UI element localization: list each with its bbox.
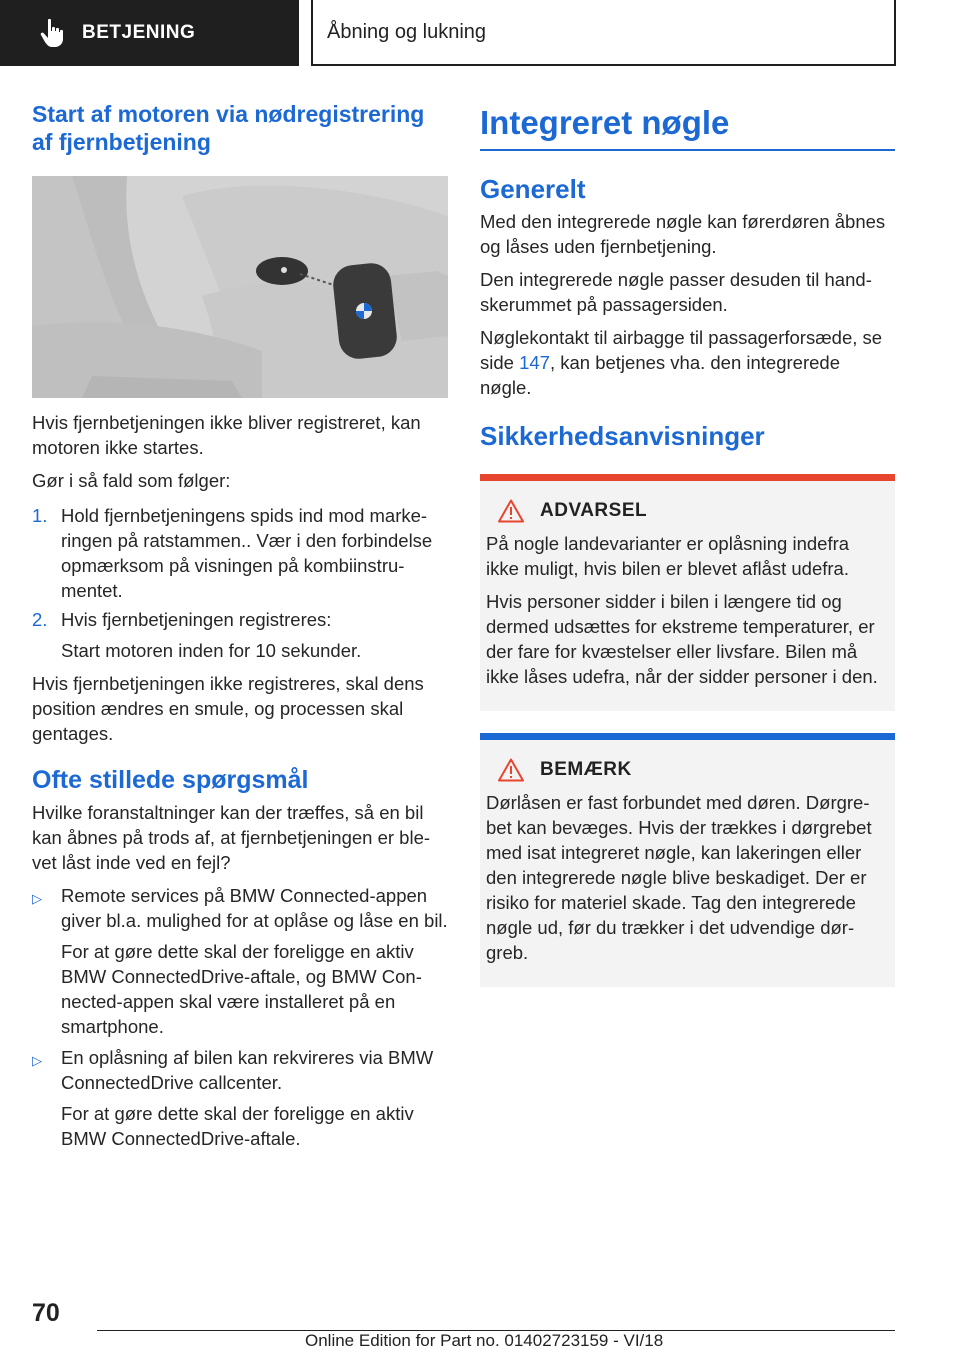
warning-bar: [480, 474, 895, 481]
footer-edition: Online Edition for Part no. 01402723159 - VI/18: [305, 1331, 664, 1350]
section-tab: [0, 0, 299, 66]
pointing-hand-icon: [40, 18, 66, 48]
general-heading: Generelt: [480, 174, 586, 204]
triangle-bullet-icon: ▷: [32, 1053, 42, 1068]
page-number: 70: [32, 1299, 60, 1327]
intro-paragraph: Hvis fjernbetjeningen ikke bliver registreret, kan motoren ikke startes.: [32, 412, 421, 458]
page-title: Integreret nøgle: [480, 104, 730, 141]
warning-label: ADVARSEL: [540, 500, 648, 521]
outro-paragraph: Hvis fjernbetjeningen ikke registreres, skal dens position ændres en smule, og processen skal gentages.: [32, 673, 424, 744]
notice-box: [480, 740, 895, 987]
triangle-bullet-icon: ▷: [32, 891, 42, 906]
warning-title: [486, 499, 885, 523]
lead-paragraph: Gør i så fald som følger:: [32, 470, 231, 491]
notice-title: [486, 758, 885, 782]
step-number: 1.: [32, 505, 48, 526]
warning-paragraph-1: På nogle landevarianter er oplåsning indefra ikke muligt, hvis bilen er blevet aflåst udefra.: [486, 533, 850, 579]
notice-triangle-icon: [498, 758, 524, 782]
chapter-tab: [311, 0, 896, 66]
step-2-sub-paragraph: Start motoren inden for 10 sekunder.: [61, 640, 362, 661]
list-item: [32, 883, 448, 1039]
step-text: Hvis fjernbetjeningen registreres:: [61, 609, 332, 630]
list-item: [32, 503, 448, 603]
chapter-label: Åbning og lukning: [327, 20, 487, 43]
p3-text-before: Nøglekontakt til airbagge til passagerforsæde, se side: [480, 327, 883, 373]
general-paragraph-2: Den integrerede nøgle passer desuden til handskerummet på passagersiden.: [480, 269, 872, 315]
faq-item-sub: For at gøre dette skal der foreligge en aktiv BMW ConnectedDrive-aftale, og BMW Connected-appen skal være installeret på en smartphone.: [61, 941, 422, 1037]
right-column: [480, 100, 895, 987]
notice-label: BEMÆRK: [540, 759, 632, 780]
general-paragraph-1: Med den integrerede nøgle kan førerdøren åbnes og låses uden fjernbetjening.: [480, 211, 886, 257]
warning-triangle-icon: [498, 499, 524, 523]
general-paragraph-3: [480, 325, 895, 400]
faq-item-sub: For at gøre dette skal der foreligge en aktiv BMW ConnectedDrive-aftale.: [61, 1103, 414, 1149]
faq-question: Hvilke foranstaltninger kan der træffes, så en bil kan åbnes på trods af, at fjernbetjeningen er blevet låst inde ved en fejl?: [32, 802, 431, 873]
page-reference-link[interactable]: 147: [519, 352, 550, 373]
faq-item-text: En oplåsning af bilen kan rekvireres via BMW ConnectedDrive callcenter.: [61, 1047, 434, 1093]
key-fob-steering-column-illustration: [32, 176, 448, 398]
title-rule: [480, 149, 895, 151]
steps-list: [32, 503, 448, 632]
left-column: [32, 100, 448, 1155]
safety-heading: Sikkerhedsanvisninger: [480, 421, 765, 451]
section-label: BETJENING: [82, 22, 196, 43]
list-item: [32, 607, 448, 632]
illustration-svg: [32, 176, 448, 398]
warning-paragraph-2: Hvis personer sidder i bilen i længere tid og dermed udsættes for ekstreme temperaturer, er der fare for kvæstelser eller livsfare. Bilen må ikke låses udefra, når der sidder personer i den.: [486, 591, 878, 687]
p3-text-after: , kan betjenes vha. den integrerede nøgle.: [480, 352, 840, 398]
notice-bar: [480, 733, 895, 740]
step-number: 2.: [32, 609, 48, 630]
notice-paragraph: Dørlåsen er fast forbundet med døren. Dørgrebet kan bevæges. Hvis der trækkes i dørgrebet med isat integreret nøgle, kan lakeringen eller den integrerede nøgle blive beskadiget. Der er risiko for materiel skade. Tag den integrerede nøgle ud, før du trækker i det udvendige dørgreb.: [486, 792, 872, 963]
faq-list: [32, 883, 448, 1151]
warning-box: [480, 481, 895, 711]
list-item: [32, 1045, 448, 1151]
faq-item-text: Remote services på BMW Connected-appen giver bl.a. mulighed for at oplåse og låse en bil.: [61, 885, 448, 931]
section-heading-emergency-start: Start af motoren via nødregistrering af fjernbetjening: [32, 101, 425, 155]
step-text: Hold fjernbetjeningens spids ind mod markeringen på ratstammen.. Vær i den forbindelse opmærksom på visningen på kombiinstrumentet.: [61, 505, 433, 601]
faq-heading: Ofte stillede spørgsmål: [32, 766, 309, 794]
